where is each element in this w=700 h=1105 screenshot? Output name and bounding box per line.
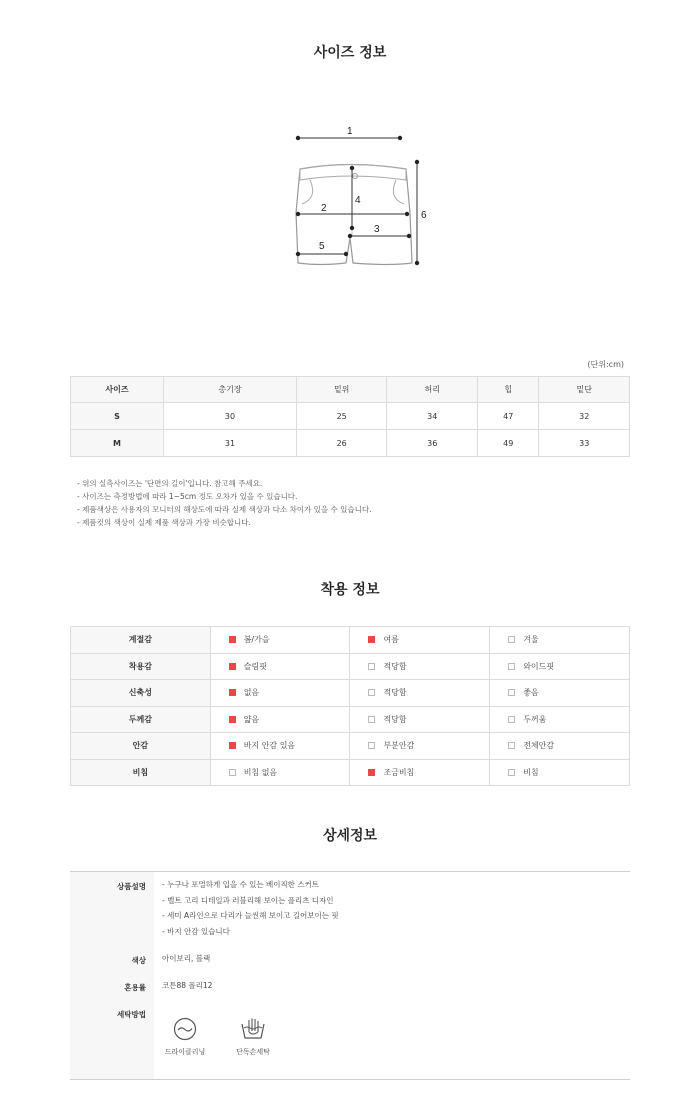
unchecked-box-icon	[508, 689, 515, 696]
size-cell: 32	[539, 403, 630, 430]
fit-option-label: 비침	[523, 767, 539, 777]
fit-option-label: 와이드핏	[523, 661, 555, 671]
size-header-cell: 사이즈	[71, 377, 164, 403]
diagram-label-4: 4	[355, 195, 361, 206]
fit-option-label: 비침 없음	[243, 767, 278, 777]
fit-row-label: 착용감	[71, 653, 211, 680]
fit-option	[350, 759, 490, 786]
size-notes	[77, 477, 372, 529]
fit-option	[350, 733, 490, 760]
size-cell: M	[71, 430, 164, 457]
size-note: - 제품컷의 색상이 실제 제품 색상과 가장 비슷합니다.	[77, 518, 251, 527]
fit-option-label: 바지 안감 있음	[243, 741, 296, 751]
fit-table	[70, 626, 630, 786]
size-cell: 30	[164, 403, 297, 430]
fit-option-label: 얇음	[243, 714, 260, 724]
unchecked-box-icon	[368, 663, 375, 670]
checked-box-icon	[229, 663, 236, 670]
detail-table	[70, 871, 630, 1080]
fit-row	[71, 706, 630, 733]
care-icons	[162, 1017, 276, 1057]
description-item: - 세미 A라인으로 다리가 늘씬해 보이고 길어보이는 핏	[162, 911, 339, 920]
fit-row	[71, 680, 630, 707]
fit-row-label: 두께감	[71, 706, 211, 733]
fit-option	[490, 653, 630, 680]
diagram-label-5: 5	[319, 241, 325, 252]
size-header-cell: 허리	[387, 377, 478, 403]
fit-row	[71, 627, 630, 654]
detail-section-title: 상세정보	[322, 828, 378, 844]
checked-box-icon	[229, 742, 236, 749]
unchecked-box-icon	[508, 769, 515, 776]
description-item: - 바지 안감 있습니다	[162, 926, 230, 936]
fit-section-title: 착용 정보	[320, 582, 380, 598]
unchecked-box-icon	[368, 689, 375, 696]
size-cell: 31	[164, 430, 297, 457]
size-table-header-row	[71, 377, 630, 403]
size-table-row	[71, 430, 630, 457]
fit-option-label: 전체안감	[523, 741, 555, 751]
size-note: - 제품색상은 사용자의 모니터의 해상도에 따라 실제 색상과 다소 차이가 있을 수 있습니다.	[77, 505, 372, 514]
unchecked-box-icon	[508, 742, 515, 749]
fit-option-label: 두꺼움	[523, 714, 547, 724]
detail-label: 상품설명	[117, 882, 146, 891]
fit-row-label: 신축성	[71, 680, 211, 707]
fit-option	[490, 680, 630, 707]
fit-option	[350, 653, 490, 680]
description-item: - 누구나 포멀하게 입을 수 있는 베이직한 스커트	[162, 880, 320, 889]
checked-box-icon	[229, 636, 236, 643]
fit-option-label: 겨울	[523, 635, 539, 645]
detail-label: 혼용률	[124, 983, 146, 992]
fit-option	[350, 627, 490, 654]
fit-option-label: 적당함	[383, 661, 407, 671]
care-label: 드라이클리닝	[164, 1048, 206, 1056]
unchecked-box-icon	[229, 769, 236, 776]
fit-option	[210, 653, 350, 680]
checked-box-icon	[368, 769, 375, 776]
size-cell: 26	[296, 430, 387, 457]
fit-option-label: 적당함	[383, 714, 407, 724]
fit-option	[210, 733, 350, 760]
care-item-hand-wash	[230, 1017, 276, 1057]
fit-option-label: 여름	[383, 635, 399, 645]
fit-option-label: 조금비침	[383, 767, 415, 777]
fit-option-label: 슬림핏	[243, 661, 267, 671]
size-section-title: 사이즈 정보	[313, 45, 387, 61]
size-cell: 47	[477, 403, 538, 430]
unchecked-box-icon	[368, 742, 375, 749]
fit-row	[71, 733, 630, 760]
fit-row-label: 비침	[71, 759, 211, 786]
checked-box-icon	[368, 636, 375, 643]
size-cell: 49	[477, 430, 538, 457]
size-header-cell: 밑위	[296, 377, 387, 403]
dry-clean-icon	[173, 1017, 197, 1041]
fit-row-label: 계절감	[71, 627, 211, 654]
size-cell: 34	[387, 403, 478, 430]
hand-wash-icon	[240, 1017, 266, 1041]
fit-option-label: 봄/가을	[243, 635, 270, 645]
fit-option	[350, 680, 490, 707]
diagram-label-1: 1	[347, 126, 353, 137]
fit-option	[210, 680, 350, 707]
fit-option	[210, 759, 350, 786]
description-list	[162, 877, 339, 939]
checked-box-icon	[229, 689, 236, 696]
checked-box-icon	[229, 716, 236, 723]
color-value: 아이보리, 블랙	[162, 954, 211, 963]
diagram-label-6: 6	[421, 210, 427, 221]
description-item: - 벨트 고리 디테일과 러블리해 보이는 플리츠 디자인	[162, 895, 334, 905]
material-value: 코튼88 폴리12	[162, 981, 213, 990]
unchecked-box-icon	[508, 716, 515, 723]
fit-option	[210, 627, 350, 654]
size-cell: 36	[387, 430, 478, 457]
size-cell: 33	[539, 430, 630, 457]
unchecked-box-icon	[368, 716, 375, 723]
fit-option-label: 부분안감	[383, 741, 415, 751]
size-header-cell: 총기장	[164, 377, 297, 403]
unchecked-box-icon	[508, 663, 515, 670]
diagram-label-3: 3	[374, 224, 380, 235]
fit-option	[490, 733, 630, 760]
size-table-row	[71, 403, 630, 430]
fit-option-label: 없음	[243, 688, 260, 698]
detail-label: 색상	[131, 956, 146, 965]
care-item-dry-clean	[162, 1017, 208, 1057]
fit-option	[490, 759, 630, 786]
diagram-label-2: 2	[321, 203, 327, 214]
size-cell: 25	[296, 403, 387, 430]
fit-option-label: 적당함	[383, 688, 407, 698]
fit-option	[490, 627, 630, 654]
fit-option	[490, 706, 630, 733]
unchecked-box-icon	[508, 636, 515, 643]
size-note: - 위의 실측사이즈는 '단면의 길이'입니다. 참고해 주세요.	[77, 479, 263, 488]
unit-label: (단위:cm)	[587, 360, 624, 369]
size-header-cell: 힙	[477, 377, 538, 403]
fit-option	[210, 706, 350, 733]
care-label: 단독손세탁	[236, 1048, 270, 1056]
shorts-measurement-diagram	[280, 118, 440, 278]
fit-option	[350, 706, 490, 733]
size-header-cell: 밑단	[539, 377, 630, 403]
size-table	[70, 376, 630, 457]
detail-label-column	[70, 872, 154, 1079]
fit-row	[71, 759, 630, 786]
detail-label: 세탁방법	[117, 1010, 146, 1019]
fit-row-label: 안감	[71, 733, 211, 760]
fit-row	[71, 653, 630, 680]
size-note: - 사이즈는 측정방법에 따라 1~5cm 정도 오차가 있을 수 있습니다.	[77, 492, 298, 501]
fit-option-label: 좋음	[523, 688, 539, 698]
size-cell: S	[71, 403, 164, 430]
